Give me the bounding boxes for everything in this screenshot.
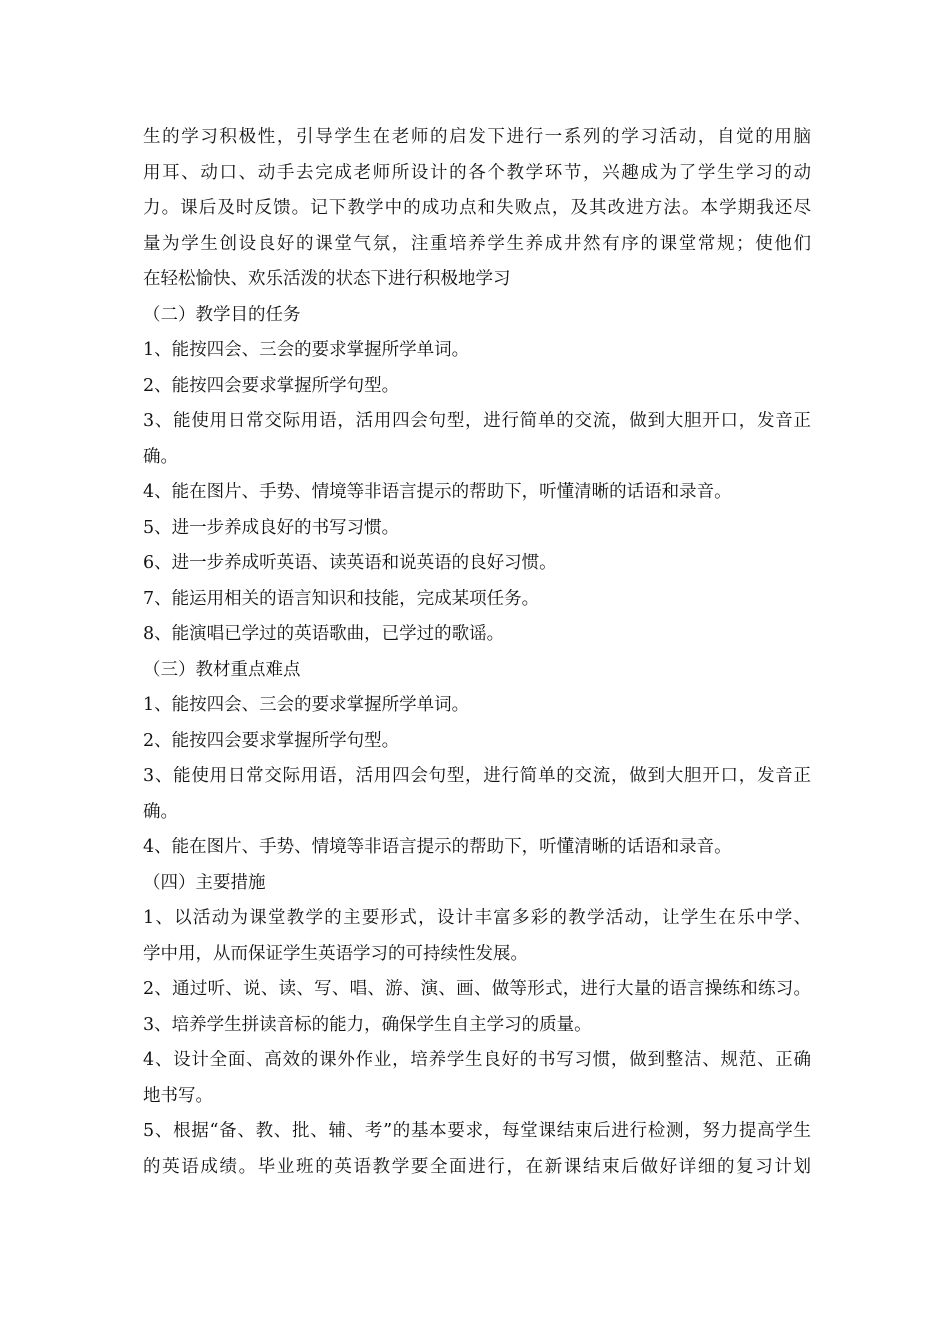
document-body [143,120,811,1185]
text-line: 用耳、动口、动手去完成老师所设计的各个教学环节，兴趣成为了学生学习的动 [143,162,811,183]
list-item: 3、能使用日常交际用语，活用四会句型，进行简单的交流，做到大胆开口，发音正 [143,766,811,786]
list-item: 4、能在图片、手势、情境等非语言提示的帮助下，听懂清晰的话语和录音。 [143,482,732,502]
text-line: 力。课后及时反馈。记下教学中的成功点和失败点，及其改进方法。本学期我还尽 [143,198,811,218]
list-item: 5、进一步养成良好的书写习惯。 [143,517,400,538]
list-item: 4、能在图片、手势、情境等非语言提示的帮助下，听懂清晰的话语和录音。 [143,837,732,857]
text-line: 确。 [143,801,178,822]
text-line: 地书写。 [143,1085,213,1106]
list-item: 7、能运用相关的语言知识和技能，完成某项任务。 [143,588,540,609]
section-heading: （二）教学目的任务 [143,304,301,325]
section-heading: （三）教材重点难点 [143,659,301,680]
list-item: 2、能按四会要求掌握所学句型。 [143,730,400,751]
list-item: 2、通过听、说、读、写、唱、游、演、画、做等形式，进行大量的语言操练和练习。 [143,979,811,999]
list-item: 8、能演唱已学过的英语歌曲，已学过的歌谣。 [143,624,505,644]
list-item: 2、能按四会要求掌握所学句型。 [143,375,400,396]
text-line: 的英语成绩。毕业班的英语教学要全面进行，在新课结束后做好详细的复习计划 [143,1156,811,1177]
text-line: 学中用，从而保证学生英语学习的可持续性发展。 [143,943,528,964]
list-item: 3、培养学生拼读音标的能力，确保学生自主学习的质量。 [143,1014,592,1035]
text-line: 量为学生创设良好的课堂气氛，注重培养学生养成井然有序的课堂常规；使他们 [143,233,811,254]
list-item: 4、设计全面、高效的课外作业，培养学生良好的书写习惯，做到整洁、规范、正确 [143,1050,811,1070]
text-line: 在轻松愉快、欢乐活泼的状态下进行积极地学习 [143,269,511,289]
list-item: 3、能使用日常交际用语，活用四会句型，进行简单的交流，做到大胆开口，发音正 [143,411,811,431]
section-heading: （四）主要措施 [143,872,266,893]
list-item: 1、能按四会、三会的要求掌握所学单词。 [143,340,470,360]
list-item: 5、根据“备、教、批、辅、考”的基本要求，每堂课结束后进行检测，努力提高学生 [143,1121,811,1141]
text-line: 确。 [143,446,178,467]
list-item: 1、以活动为课堂教学的主要形式，设计丰富多彩的教学活动，让学生在乐中学、 [143,908,811,928]
text-line: 生的学习积极性，引导学生在老师的启发下进行一系列的学习活动，自觉的用脑 [143,127,811,147]
list-item: 1、能按四会、三会的要求掌握所学单词。 [143,695,470,715]
list-item: 6、进一步养成听英语、读英语和说英语的良好习惯。 [143,553,557,573]
